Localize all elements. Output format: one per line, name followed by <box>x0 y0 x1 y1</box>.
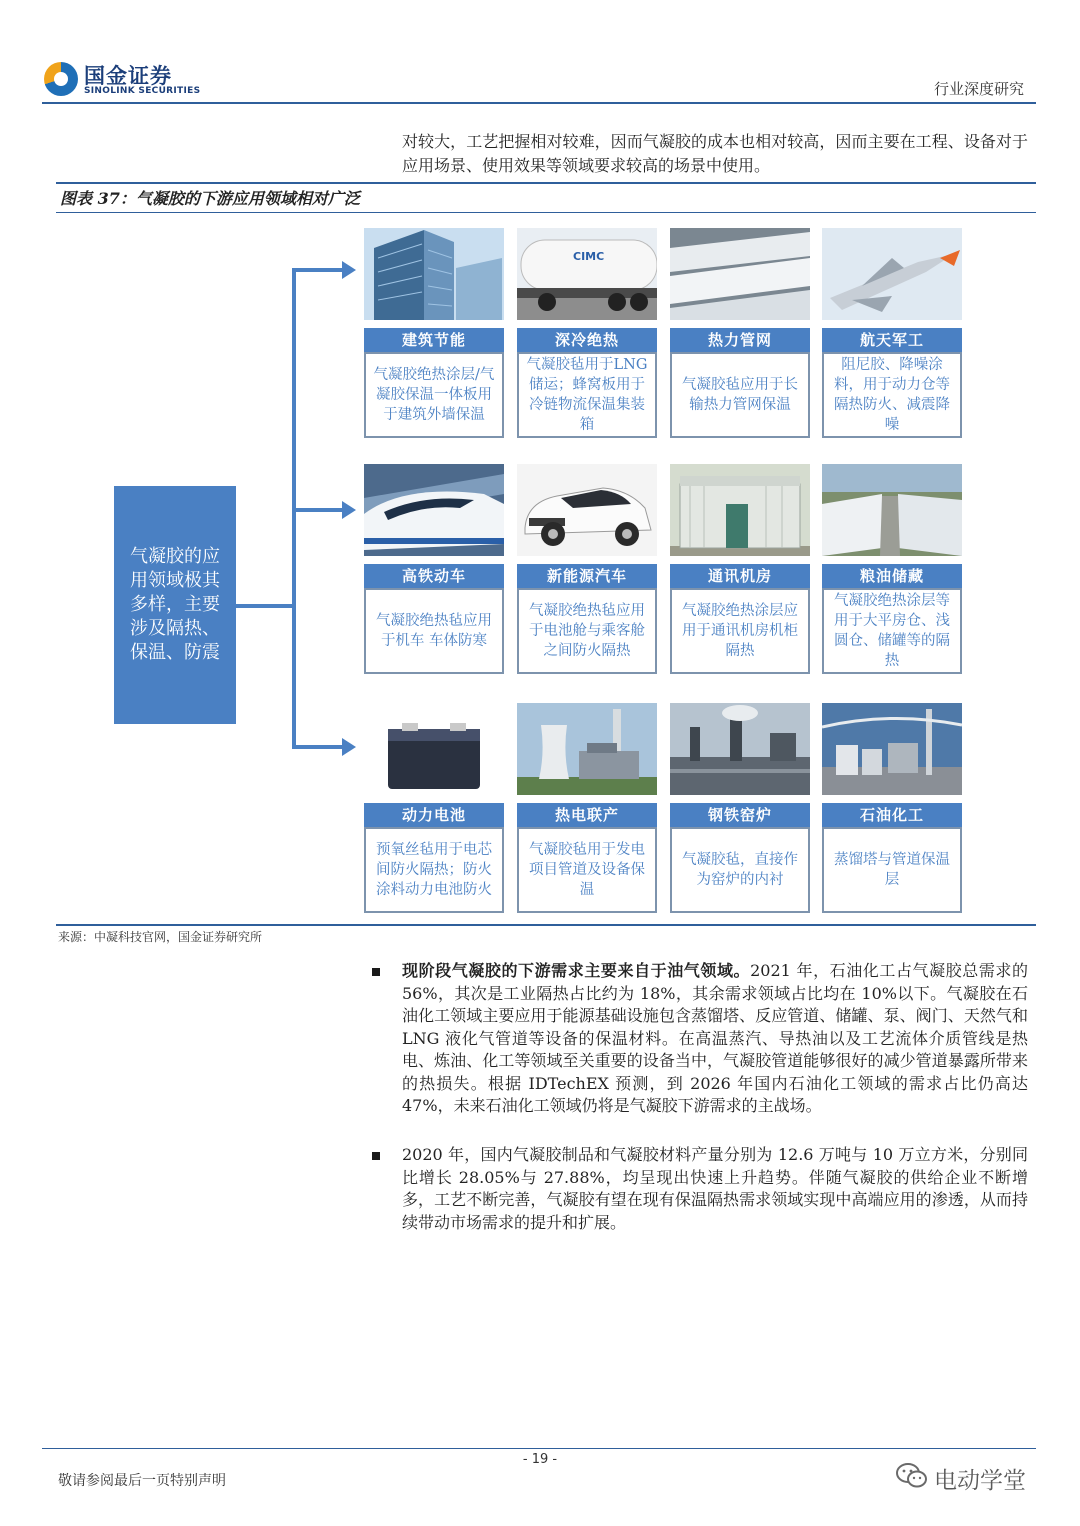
watermark-text: 电动学堂 <box>934 1468 1026 1494</box>
paragraph-oil-gas <box>402 960 1028 1118</box>
battery-photo <box>364 703 504 795</box>
card-title: 热力管网 <box>670 328 810 352</box>
building-photo <box>364 228 504 320</box>
wechat-icon <box>896 1462 928 1490</box>
card-title: 粮油储藏 <box>822 564 962 588</box>
card-description: 预氧丝毡用于电芯间防火隔热；防火涂料动力电池防火 <box>364 827 504 913</box>
card-title: 通讯机房 <box>670 564 810 588</box>
card-description: 气凝胶毡用于发电项目管道及设备保温 <box>517 827 657 913</box>
center-label-box <box>114 486 236 724</box>
card-description: 阻尼胶、降噪涂料，用于动力仓等隔热防火、减震降噪 <box>822 352 962 438</box>
logo-english-name: SINOLINK SECURITIES <box>84 86 201 96</box>
logo-chinese-name: 国金证券 <box>84 64 172 88</box>
bullet-square-icon <box>372 968 380 976</box>
tanker-brand-text: CIMC <box>573 250 605 263</box>
powerplant-photo <box>517 703 657 795</box>
card-description: 气凝胶毡用于LNG储运；蜂窝板用于冷链物流保温集装箱 <box>517 352 657 438</box>
figure-title: 图表 37：气凝胶的下游应用领域相对广泛 <box>60 189 360 208</box>
card-description: 蒸馏塔与管道保温层 <box>822 827 962 913</box>
tanker-photo <box>517 228 657 320</box>
footer-disclaimer: 敬请参阅最后一页特别声明 <box>58 1473 226 1489</box>
card-description: 气凝胶绝热涂层等用于大平房仓、浅圆仓、储罐等的隔热 <box>822 588 962 674</box>
card-title: 深冷绝热 <box>517 328 657 352</box>
card-description: 气凝胶绝热毡应用于电池舱与乘客舱之间防火隔热 <box>517 588 657 674</box>
header-divider <box>42 102 1036 104</box>
card-title: 动力电池 <box>364 803 504 827</box>
arrowhead-row3-icon <box>342 738 356 756</box>
card-description: 气凝胶毡应用于长输热力管网保温 <box>670 352 810 438</box>
center-label-text: 气凝胶的应用领域极其多样，主要涉及隔热、保温、防震 <box>130 546 220 663</box>
card-description: 气凝胶毡，直接作为窑炉的内衬 <box>670 827 810 913</box>
arrowhead-row1-icon <box>342 261 356 279</box>
report-section-label: 行业深度研究 <box>933 80 1024 98</box>
card-title: 热电联产 <box>517 803 657 827</box>
card-title: 航天军工 <box>822 328 962 352</box>
source-rule <box>56 924 1036 926</box>
container-photo <box>670 464 810 556</box>
paragraph-body: 2020 年，国内气凝胶制品和气凝胶材料产量分别为 12.6 万吨与 10 万立方米，分别同比增长 28.05%与 27.88%，均呈现出快速上升趋势。伴随气凝胶的供给企业不断增多，工艺不断完善，气凝胶有望在现有保温隔热需求领域实现中高端应用的渗透，从而持续带动市场需求的提升和扩展。 <box>402 1145 1028 1232</box>
card-description: 气凝胶绝热毡应用于机车 车体防寒 <box>364 588 504 674</box>
connector-row1 <box>292 268 344 272</box>
car-photo <box>517 464 657 556</box>
train-photo <box>364 464 504 556</box>
intro-paragraph: 对较大，工艺把握相对较难，因而气凝胶的成本也相对较高，因而主要在工程、设备对于应用场景、使用效果等领域要求较高的场景中使用。 <box>402 132 1028 175</box>
card-title: 高铁动车 <box>364 564 504 588</box>
connector-row3 <box>292 745 344 749</box>
paragraph-body: 2021 年，石油化工占气凝胶总需求的 56%，其次是工业隔热占比约为 18%，其余需求领域占比均在 10%以下。气凝胶在石油化工领域主要应用于能源基础设施包含蒸馏塔、反应管道、储罐、泵、阀门、天然气和 LNG 液化气管道等设备的保温材料。在高温蒸汽、导热油以及工艺流体介质管线是热电、炼油、化工等领域至关重要的设备当中，气凝胶管道能够很好的减少管道暴露所带来的热损失。根据 IDTechEX 预测，到 2026 年国内石油化工领域的需求占比仍高达 47%，未来石油化工领域仍将是气凝胶下游需求的主战场。 <box>402 961 1028 1115</box>
figure-title-rule <box>56 212 1036 213</box>
figure-top-rule <box>56 182 1036 184</box>
page-number: - 19 - <box>522 1452 558 1467</box>
footer-divider <box>42 1448 1036 1449</box>
card-title: 钢铁窑炉 <box>670 803 810 827</box>
aircraft-photo <box>822 228 962 320</box>
warehouse-photo <box>822 464 962 556</box>
arrowhead-row2-icon <box>342 501 356 519</box>
figure-source: 来源：中凝科技官网，国金证券研究所 <box>58 930 263 944</box>
card-description: 气凝胶绝热涂层/气凝胶保温一体板用于建筑外墙保温 <box>364 352 504 438</box>
steelworks-photo <box>670 703 810 795</box>
paragraph-production <box>402 1144 1028 1234</box>
card-description: 气凝胶绝热涂层应用于通讯机房机柜隔热 <box>670 588 810 674</box>
card-title: 石油化工 <box>822 803 962 827</box>
pipe-photo <box>670 228 810 320</box>
sinolink-logo-icon <box>44 62 78 96</box>
connector-row2 <box>292 508 344 512</box>
connector-main <box>236 604 296 608</box>
card-title: 新能源汽车 <box>517 564 657 588</box>
refinery-photo <box>822 703 962 795</box>
bullet-square-icon <box>372 1152 380 1160</box>
paragraph-lead: 现阶段气凝胶的下游需求主要来自于油气领域。 <box>402 961 751 980</box>
card-title: 建筑节能 <box>364 328 504 352</box>
